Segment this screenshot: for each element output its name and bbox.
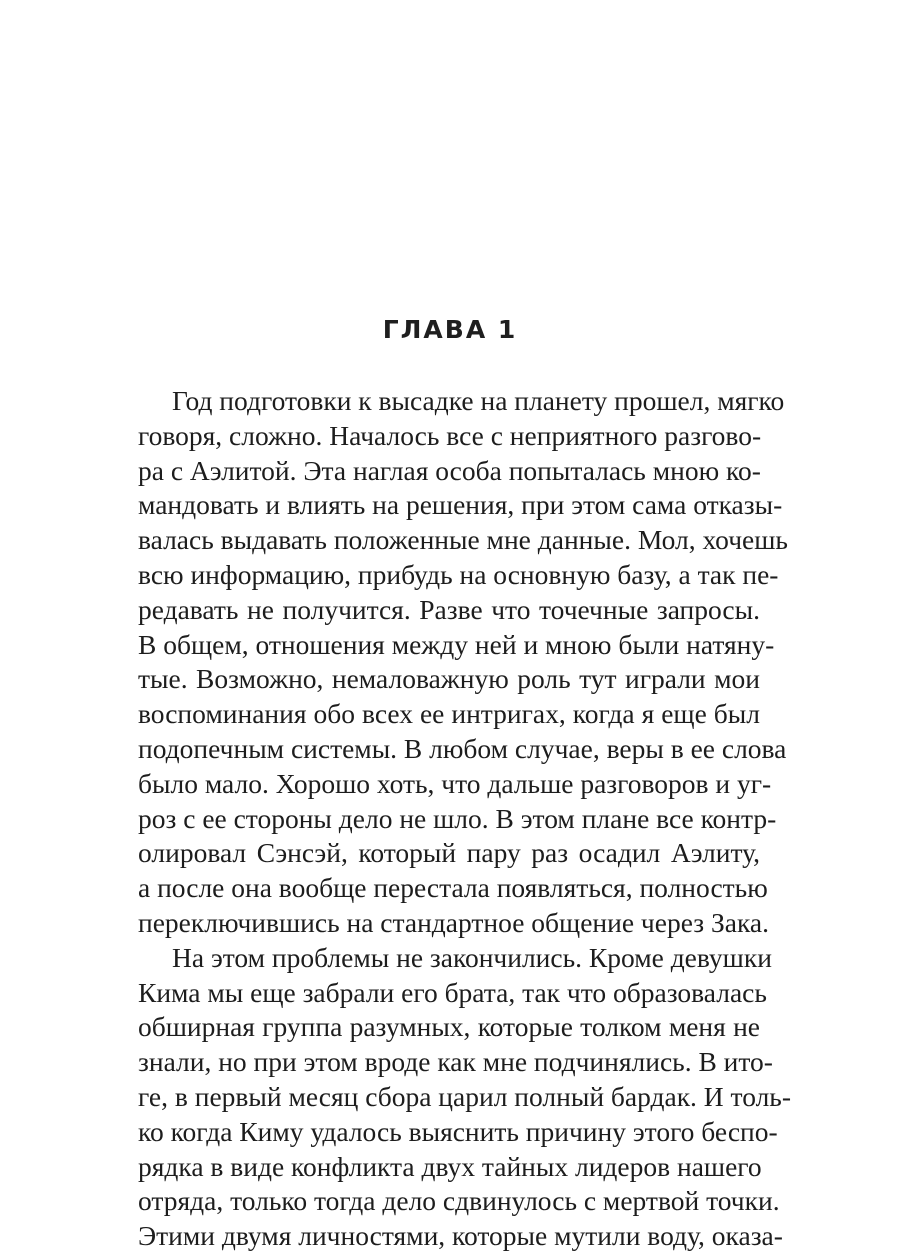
text-line: тые. Возможно, немаловажную роль тут играли мои	[138, 663, 760, 695]
paragraph	[138, 941, 792, 1254]
chapter-title: ГЛАВА 1	[382, 315, 518, 344]
text-line: переключившись на стандартное общение через Зака.	[138, 906, 769, 938]
text-line: воспоминания обо всех ее интригах, когда я еще был	[138, 698, 760, 730]
text-line: Кима мы еще забрали его брата, так что образовалась	[138, 976, 767, 1008]
text-line: обширная группа разумных, которые толком меня не	[138, 1011, 760, 1043]
text-line: рядка в виде конфликта двух тайных лидеров нашего	[138, 1150, 762, 1182]
text-line: подопечным системы. В любом случае, веры в ее слова	[138, 732, 787, 764]
text-line: олировал Сэнсэй, который пару раз осадил Аэлиту,	[138, 837, 760, 869]
text-line: знали, но при этом вроде как мне подчинялись. В ито-	[138, 1046, 773, 1078]
paragraph	[138, 384, 788, 941]
text-line: отряда, только тогда дело сдвинулось с мертвой точки.	[138, 1185, 780, 1217]
text-line: ге, в первый месяц сбора царил полный бардак. И толь-	[138, 1080, 792, 1112]
text-line: а после она вообще перестала появляться, полностью	[138, 872, 768, 904]
text-line: Этими двумя личностями, которые мутили воду, оказа-	[138, 1220, 783, 1252]
text-line: всю информацию, прибудь на основную базу, а так пе-	[138, 558, 779, 590]
text-line: валась выдавать положенные мне данные. Мол, хочешь	[138, 524, 788, 556]
text-line: Год подготовки к высадке на планету прошел, мягко	[172, 385, 785, 416]
text-line: было мало. Хорошо хоть, что дальше разговоров и уг-	[138, 767, 772, 799]
text-line: ра с Аэлитой. Эта наглая особа попыталась мною ко-	[138, 454, 761, 486]
text-line: говоря, сложно. Началось все с неприятного разгово-	[138, 419, 762, 451]
text-line: ко когда Киму удалось выяснить причину этого беспо-	[138, 1115, 778, 1147]
text-line: На этом проблемы не закончились. Кроме девушки	[172, 941, 772, 973]
text-line: роз с ее стороны дело не шло. В этом плане все контр-	[138, 802, 777, 834]
text-line: В общем, отношения между ней и мною были натяну-	[138, 628, 775, 660]
text-line: редавать не получится. Разве что точечные запросы.	[138, 593, 760, 625]
chapter-body	[138, 384, 792, 1254]
text-line: мандовать и влиять на решения, при этом сама отказы-	[138, 489, 783, 521]
